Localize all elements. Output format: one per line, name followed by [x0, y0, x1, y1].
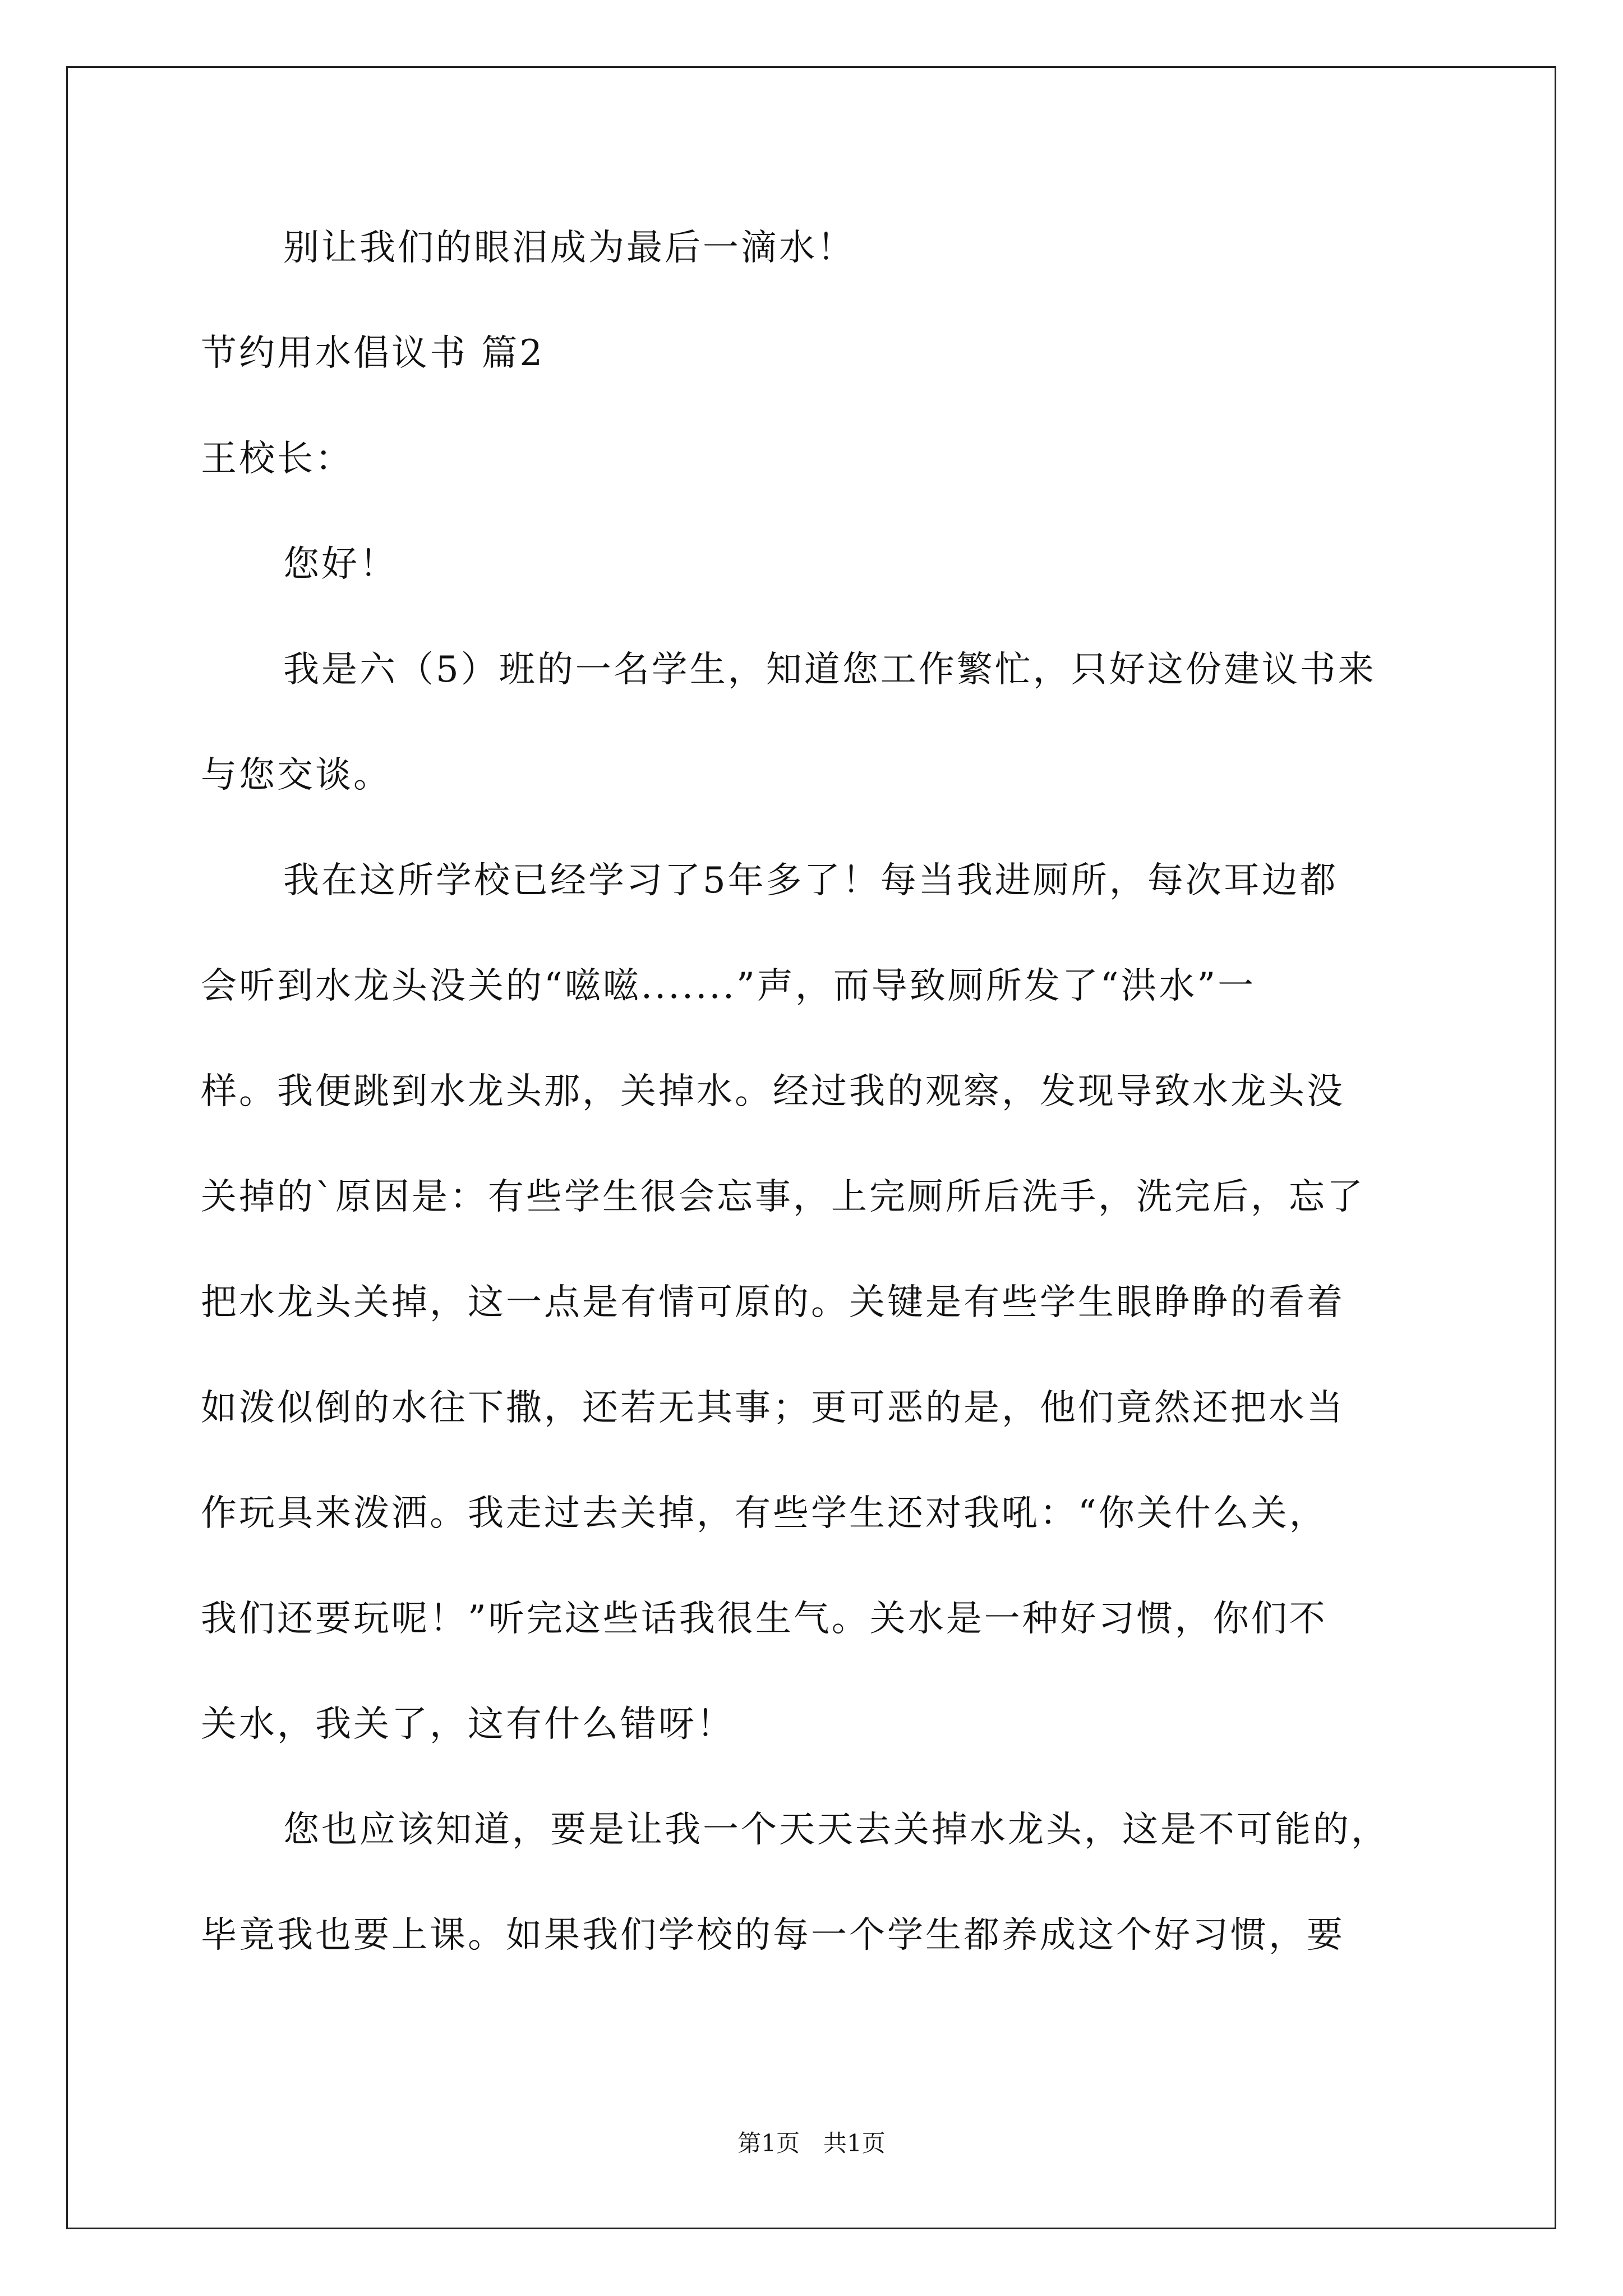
body-line: 会听到水龙头没关的“嗞嗞.......”声，而导致厕所发了“洪水”一 [201, 965, 1256, 1007]
page-border [66, 66, 1556, 2229]
body-line: 与您交谈。 [201, 754, 391, 796]
body-line: 关水，我关了，这有什么错呀！ [201, 1704, 735, 1745]
salutation: 王校长： [201, 438, 353, 480]
page-footer: 第1页 共1页 [737, 2129, 886, 2157]
closing-line: 别让我们的眼泪成为最后一滴水！ [283, 227, 855, 269]
body-line: 如泼似倒的水往下撒，还若无其事；更可恶的是，他们竟然还把水当 [201, 1387, 1345, 1429]
body-line: 毕竟我也要上课。如果我们学校的每一个学生都养成这个好习惯，要 [201, 1915, 1345, 1956]
body-line: 我是六（5）班的一名学生，知道您工作繁忙，只好这份建议书来 [283, 649, 1376, 691]
section-heading: 节约用水倡议书 篇2 [201, 333, 545, 374]
body-line: 作玩具来泼洒。我走过去关掉，有些学生还对我吼：“你关什么关， [201, 1493, 1327, 1534]
body-line: 把水龙头关掉，这一点是有情可原的。关键是有些学生眼睁睁的看着 [201, 1282, 1345, 1323]
body-line: 样。我便跳到水龙头那，关掉水。经过我的观察，发现导致水龙头没 [201, 1071, 1345, 1112]
body-line: 我在这所学校已经学习了5年多了！每当我进厕所，每次耳边都 [283, 860, 1338, 901]
greeting: 您好！ [283, 544, 398, 585]
body-line: 我们还要玩呢！”听完这些话我很生气。关水是一种好习惯，你们不 [201, 1598, 1327, 1640]
body-line: 关掉的`原因是：有些学生很会忘事，上完厕所后洗手，洗完后，忘了 [201, 1176, 1365, 1218]
body-line: 您也应该知道，要是让我一个天天去关掉水龙头，这是不可能的， [283, 1809, 1389, 1851]
